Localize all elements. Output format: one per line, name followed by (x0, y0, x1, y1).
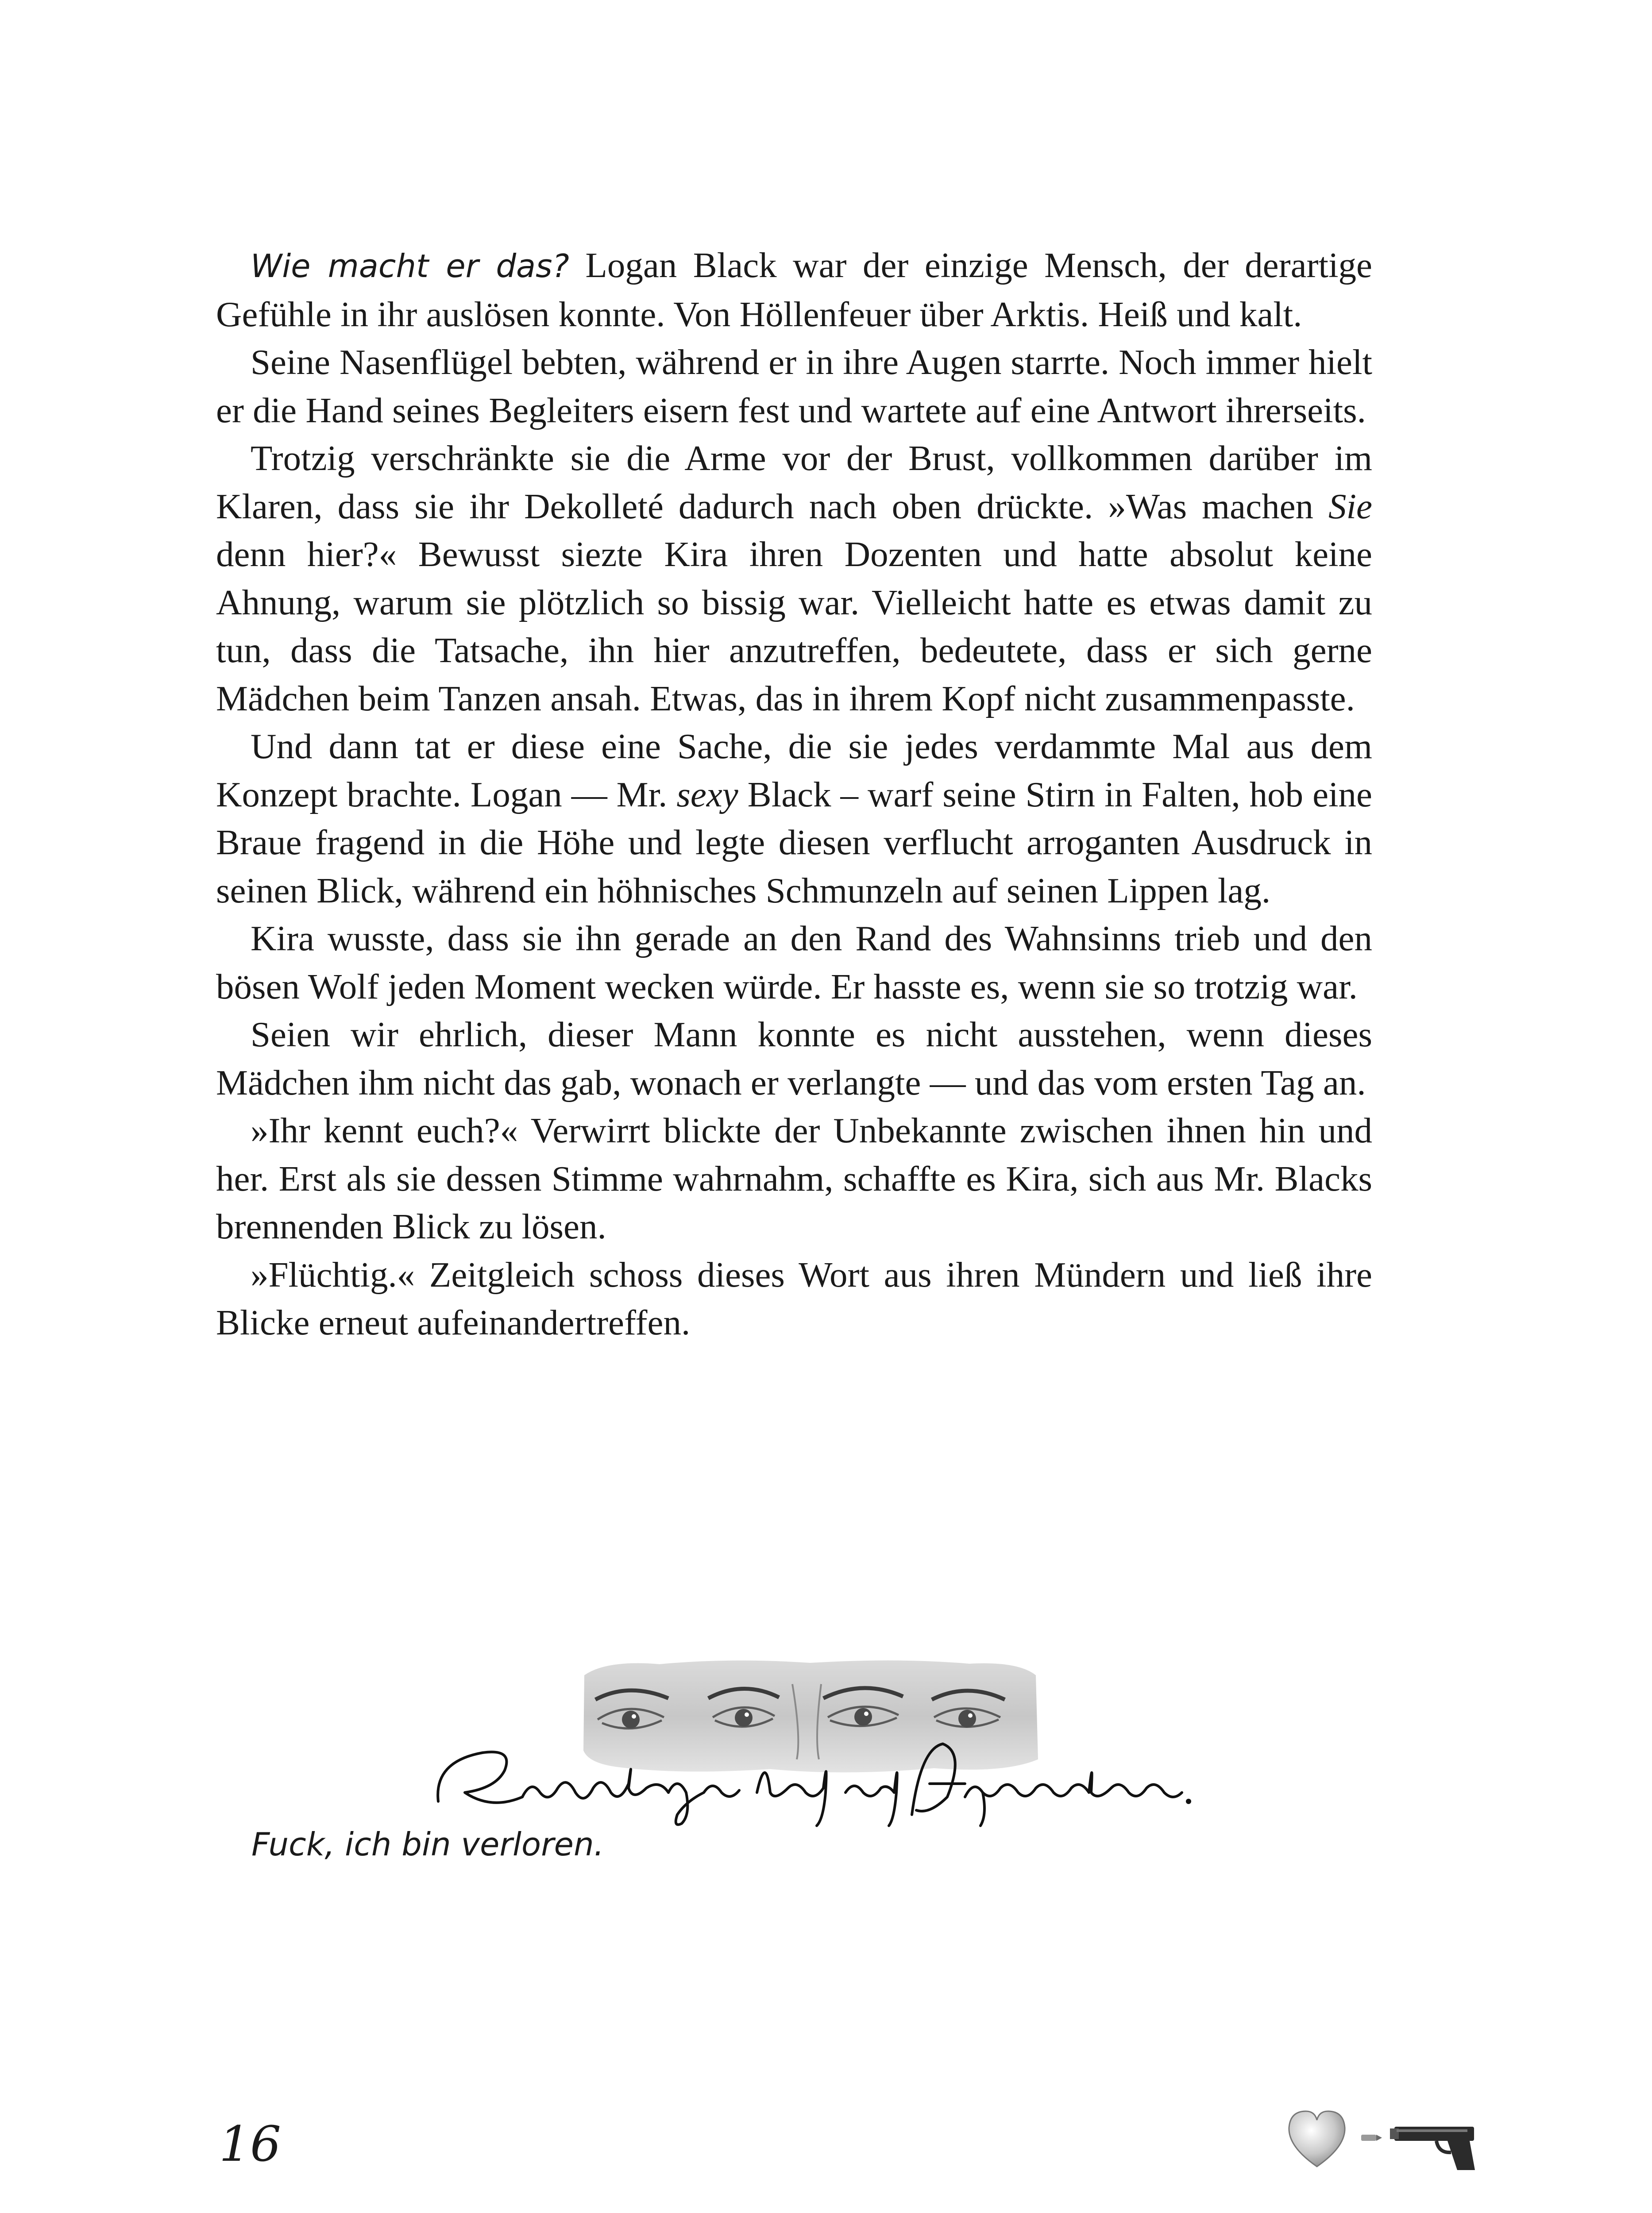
paragraph: »Ihr kennt euch?« Verwirrt blickte der Unbekannte zwischen ihnen hin und her. Erst als sie dessen Stimme wahrnahm, schaffte es Kira, sich aus Mr. Blacks brennenden Blick zu lösen. (216, 1110, 1372, 1246)
paragraph-text: Logan Black war der einzige Mensch, der derartige Gefühle in ihr auslösen konnte. Von Höllenfeuer über Arktis. Heiß und kalt. (216, 245, 1372, 334)
paragraph-text: Black – warf seine Stirn in Falten, hob eine Braue fragend in die Höhe und legte diesen verflucht arroganten Ausdruck in seinen Blick, während ein höhnisches Schmunzeln auf seinen Lippen lag. (216, 774, 1372, 910)
paragraph: Kira wusste, dass sie ihn gerade an den Rand des Wahnsinns trieb und den bösen Wolf jeden Moment wecken würde. Er hasste es, wenn sie so trotzig war. (216, 918, 1372, 1006)
bullet-icon (1361, 2135, 1382, 2141)
closing-thought: Fuck, ich bin verloren. (251, 1826, 604, 1863)
pistol-icon (1390, 2127, 1475, 2170)
paragraph-text: Und dann tat er diese eine Sache, die sie jedes verdammte Mal aus dem Konzept brachte. Logan — Mr. (216, 726, 1372, 814)
paragraph: »Flüchtig.« Zeitgleich schoss dieses Wort aus ihren Mündern und ließ ihre Blicke erneut aufeinandertreffen. (216, 1254, 1372, 1342)
body-text (216, 241, 1372, 1347)
emphasis: Sie (1328, 486, 1372, 526)
paragraph: Seien wir ehrlich, dieser Mann konnte es nicht ausstehen, wenn dieses Mädchen ihm nicht das gab, wonach er verlangte — und das vom ersten Tag an. (216, 1014, 1372, 1103)
paragraph-text: denn hier?« Bewusst siezte Kira ihren Dozenten und hatte absolut keine Ahnung, warum sie plötzlich so bissig war. Vielleicht hatte es etwas damit zu tun, dass die Tatsache, ihn hier anzutreffen, bedeutete, dass er sich gerne Mädchen beim Tanzen ansah. Etwas, das in ihrem Kopf nicht zusammenpasste. (216, 534, 1372, 718)
emphasis: sexy (676, 774, 738, 814)
paragraph: Seine Nasenflügel bebten, während er in ihre Augen starrte. Noch immer hielt er die Hand seines Begleiters eisern fest und wartete auf eine Antwort ihrerseits. (216, 342, 1372, 430)
paragraph (216, 722, 1372, 914)
heart-bullet-gun-emblem (1284, 2100, 1492, 2175)
paragraph (216, 241, 1372, 338)
inner-thought: Wie macht er das? (251, 247, 569, 285)
paragraph-text: Trotzig verschränkte sie die Arme vor der Brust, vollkommen darüber im Klaren, dass sie ihr Dekolleté dadurch nach oben drückte. »Was machen (216, 438, 1372, 526)
script-line-text (443, 1733, 1177, 1887)
paragraph (216, 434, 1372, 722)
page-number: 16 (219, 2116, 281, 2172)
heart-icon (1289, 2111, 1345, 2167)
